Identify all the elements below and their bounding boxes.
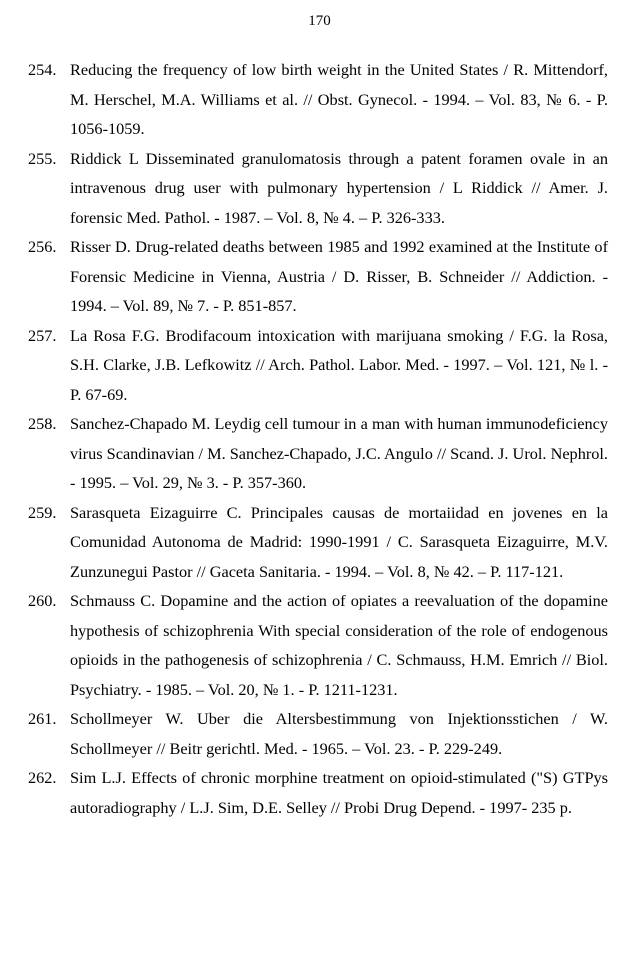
reference-text: La Rosa F.G. Brodifacoum intoxication with marijuana smoking / F.G. la Rosa, S.H. Clarke, J.B. Lefkowitz // Arch. Pathol. Labor. Med. - 1997. – Vol. 121, № l. - P. 67-69. bbox=[70, 325, 608, 404]
reference-item bbox=[28, 704, 608, 763]
reference-number: 262. bbox=[28, 768, 57, 787]
reference-text: Reducing the frequency of low birth weight in the United States / R. Mittendorf, M. Herschel, M.A. Williams et al. // Obst. Gynecol. - 1994. – Vol. 83, № 6. - P. 1056-1059. bbox=[70, 60, 608, 138]
reference-item bbox=[28, 586, 608, 704]
reference-item bbox=[28, 55, 608, 144]
reference-item bbox=[28, 232, 608, 321]
reference-number: 256. bbox=[28, 237, 57, 256]
reference-list bbox=[28, 55, 608, 822]
reference-number: 259. bbox=[28, 502, 57, 522]
reference-number: 255. bbox=[28, 148, 57, 168]
reference-number: 260. bbox=[28, 591, 57, 610]
reference-item bbox=[28, 321, 608, 410]
reference-item bbox=[28, 763, 608, 822]
reference-number: 254. bbox=[28, 60, 57, 79]
reference-item bbox=[28, 144, 608, 233]
reference-number: 257. bbox=[28, 325, 57, 345]
page-number: 170 bbox=[308, 13, 331, 29]
reference-text: Risser D. Drug-related deaths between 1985 and 1992 examined at the Institute of Forensic Medicine in Vienna, Austria / D. Risser, B. Schneider // Addiction. - 1994. – Vol. 89, № 7. - P. 851-857. bbox=[70, 237, 608, 315]
reference-text: Sim L.J. Effects of chronic morphine treatment on opioid-stimulated ("S) GTPys autoradiography / L.J. Sim, D.E. Selley // Probi Drug Depend. - 1997- 235 p. bbox=[70, 768, 608, 817]
reference-number: 261. bbox=[28, 709, 57, 728]
reference-text: Sanchez-Chapado M. Leydig cell tumour in a man with human immunodeficiency virus Scandinavian / M. Sanchez-Chapado, J.C. Angulo // Scand. J. Urol. Nephrol. - 1995. – Vol. 29, № 3. - P. 357-360. bbox=[70, 414, 608, 492]
reference-text: Schollmeyer W. Uber die Altersbestimmung von Injektionsstichen / W. Schollmeyer // Beitr gerichtl. Med. - 1965. – Vol. 23. - P. 229-249. bbox=[70, 709, 608, 758]
reference-item bbox=[28, 498, 608, 587]
reference-number: 258. bbox=[28, 414, 57, 433]
reference-text: Schmauss C. Dopamine and the action of opiates a reevaluation of the dopamine hypothesis of schizophrenia With special consideration of the role of endogenous opioids in the pathogenesis of schizophrenia / C. Schmauss, H.M. Emrich // Biol. Psychiatry. - 1985. – Vol. 20, № 1. - P. 1211-1231. bbox=[70, 591, 608, 699]
reference-item bbox=[28, 409, 608, 498]
reference-text: Sarasqueta Eizaguirre C. Principales causas de mortaiidad en jovenes en la Comunidad Autonoma de Madrid: 1990-1991 / C. Sarasqueta Eizaguirre, M.V. Zunzunegui Pastor // Gaceta Sanitaria. - 1994. – Vol. 8, № 42. – P. 117-121. bbox=[70, 502, 608, 581]
reference-text: Riddick L Disseminated granulomatosis through a patent foramen ovale in an intravenous drug user with pulmonary hypertension / L Riddick // Amer. J. forensic Med. Pathol. - 1987. – Vol. 8, № 4. – P. 326-333. bbox=[70, 148, 608, 227]
